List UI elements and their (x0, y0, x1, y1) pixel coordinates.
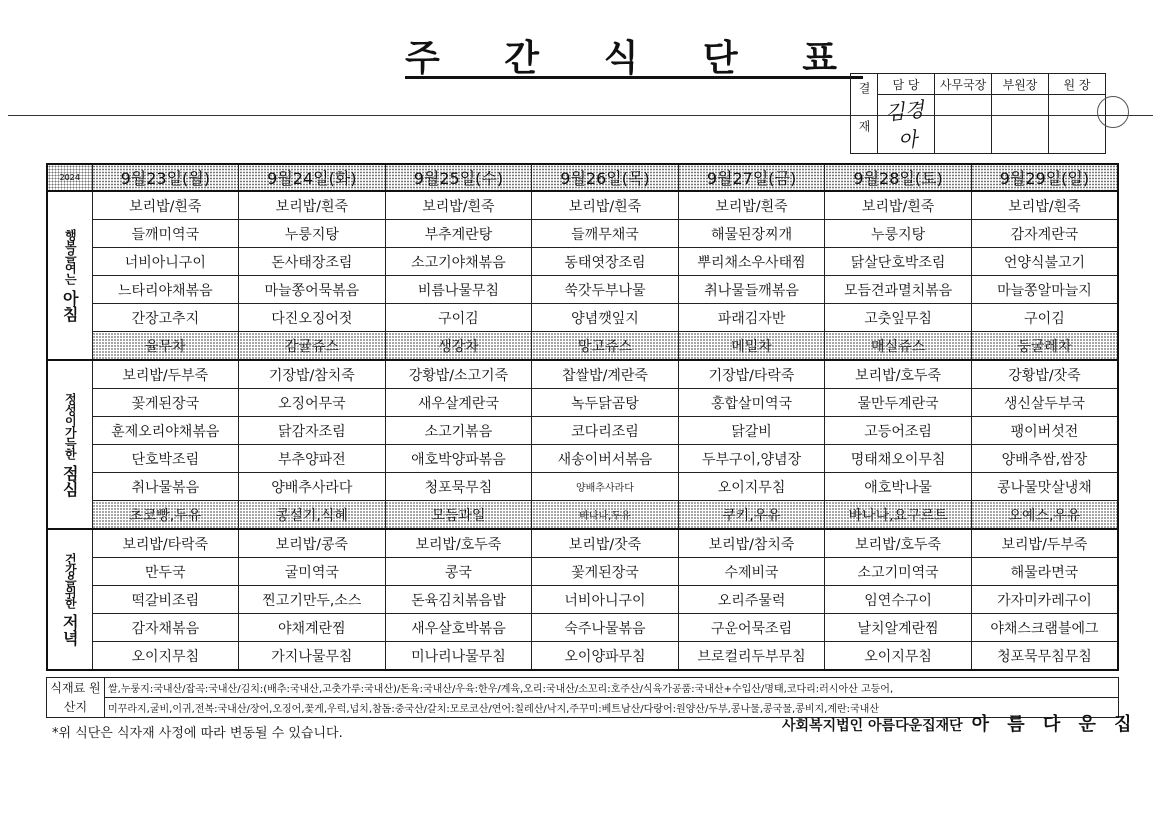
snack-cell: 율무차 (92, 332, 239, 361)
menu-cell: 취나물볶음 (92, 473, 239, 501)
menu-cell: 소고기볶음 (385, 417, 532, 445)
approval-signature-staff: 김경아 (878, 95, 935, 154)
menu-cell: 들깨미역국 (92, 220, 239, 248)
menu-cell: 보리밥/타락죽 (92, 529, 239, 558)
menu-cell: 청포묵무침 (385, 473, 532, 501)
weekly-menu-table (46, 163, 1119, 671)
approval-header-vice-director: 부원장 (992, 74, 1049, 95)
day-header: 9월27일(금) (678, 164, 825, 191)
menu-cell: 가지나물무침 (239, 642, 386, 671)
menu-cell: 오리주물럭 (678, 586, 825, 614)
menu-cell: 보리밥/콩죽 (239, 529, 386, 558)
breakfast-label-bottom: 아침 (60, 290, 80, 322)
menu-cell: 녹두닭곰탕 (532, 389, 679, 417)
menu-cell: 새우살계란국 (385, 389, 532, 417)
seal-stamp (1097, 96, 1129, 128)
menu-cell: 보리밥/흰죽 (92, 191, 239, 220)
snack-cell: 망고쥬스 (532, 332, 679, 361)
menu-row (47, 586, 1118, 614)
snack-cell: 바나나,요구르트 (825, 501, 972, 530)
menu-cell: 보리밥/호두죽 (825, 360, 972, 389)
approval-signature-vice-director (992, 95, 1049, 154)
menu-row (47, 642, 1118, 671)
menu-change-notice: *위 식단은 식자재 사정에 따라 변동될 수 있습니다. (52, 726, 343, 741)
menu-cell: 보리밥/호두죽 (825, 529, 972, 558)
menu-cell: 구이김 (971, 304, 1118, 332)
menu-cell: 물만두계란국 (825, 389, 972, 417)
menu-cell: 보리밥/잣죽 (532, 529, 679, 558)
menu-cell: 야채계란찜 (239, 614, 386, 642)
snack-row (47, 501, 1118, 530)
menu-cell: 명태채오이무침 (825, 445, 972, 473)
menu-cell: 느타리야채볶음 (92, 276, 239, 304)
menu-cell: 누룽지탕 (825, 220, 972, 248)
menu-cell: 누룽지탕 (239, 220, 386, 248)
approval-header-staff: 담 당 (878, 74, 935, 95)
menu-cell: 꽃게된장국 (92, 389, 239, 417)
menu-row (47, 445, 1118, 473)
lunch-label-top: 정성이가득한 (63, 392, 78, 459)
menu-cell: 숙주나물볶음 (532, 614, 679, 642)
menu-cell: 오이지무침 (92, 642, 239, 671)
menu-cell: 보리밥/참치죽 (678, 529, 825, 558)
lunch-label (47, 360, 92, 529)
breakfast-label-wrap (48, 229, 92, 322)
menu-cell: 마늘쫑어묵볶음 (239, 276, 386, 304)
menu-cell: 해물라면국 (971, 558, 1118, 586)
approval-signature-secretary (935, 95, 992, 154)
day-header-row (47, 164, 1118, 191)
menu-cell: 생신살두부국 (971, 389, 1118, 417)
menu-cell: 수제비국 (678, 558, 825, 586)
snack-cell: 둥굴레차 (971, 332, 1118, 361)
breakfast-label-top: 행복을여는 (63, 229, 78, 284)
menu-cell: 소고기야채볶음 (385, 248, 532, 276)
snack-cell: 모듬과일 (385, 501, 532, 530)
menu-row (47, 360, 1118, 389)
menu-cell: 다진오징어젓 (239, 304, 386, 332)
facility-name: 아 름 다 운 집 (971, 714, 1138, 735)
origin-line-2: 미꾸라지,굴비,이귀,전복:국내산/장어,오징어,꽃게,우럭,넙치,참돔:중국산/갈치:모로코산/연어:칠레산/낙지,주꾸미:베트남산/다랑어:원양산/두부,콩나물,콩국물,콩비지,계란:국내산 (105, 698, 1119, 718)
menu-row (47, 304, 1118, 332)
menu-cell: 닭갈비 (678, 417, 825, 445)
menu-cell: 마늘쫑알마늘지 (971, 276, 1118, 304)
menu-cell: 날치알계란찜 (825, 614, 972, 642)
approval-header-director: 원 장 (1049, 74, 1106, 95)
menu-row (47, 417, 1118, 445)
menu-cell: 보리밥/호두죽 (385, 529, 532, 558)
snack-cell: 초코빵,두유 (92, 501, 239, 530)
menu-cell: 기장밥/참치죽 (239, 360, 386, 389)
menu-cell: 보리밥/흰죽 (385, 191, 532, 220)
menu-cell: 홍합살미역국 (678, 389, 825, 417)
approval-signature-director (1049, 95, 1106, 154)
menu-cell: 보리밥/두부죽 (92, 360, 239, 389)
day-header: 9월28일(토) (825, 164, 972, 191)
menu-row (47, 473, 1118, 501)
menu-cell: 보리밥/흰죽 (532, 191, 679, 220)
lunch-label-wrap (48, 393, 92, 497)
menu-cell: 단호박조림 (92, 445, 239, 473)
menu-cell: 두부구이,양념장 (678, 445, 825, 473)
dinner-label-wrap (48, 553, 92, 646)
menu-cell: 너비아니구이 (92, 248, 239, 276)
menu-cell: 꽃게된장국 (532, 558, 679, 586)
menu-cell: 야채스크램블에그 (971, 614, 1118, 642)
menu-cell: 새우살호박볶음 (385, 614, 532, 642)
menu-row (47, 248, 1118, 276)
snack-cell: 메밀차 (678, 332, 825, 361)
menu-cell: 애호박나물 (825, 473, 972, 501)
menu-cell: 코다리조림 (532, 417, 679, 445)
menu-row (47, 220, 1118, 248)
origin-line-1: 쌀,누룽지:국내산/잡곡:국내산/김치:(배추:국내산,고춧가루:국내산)/돈육:국내산/우육:한우/계육,오리:국내산/소꼬리:호주산/식육가공품:국내산+수입산/명태,코다리:러시아산 고등어, (105, 678, 1119, 698)
menu-cell: 동태엿장조림 (532, 248, 679, 276)
menu-cell: 떡갈비조림 (92, 586, 239, 614)
day-header: 9월29일(일) (971, 164, 1118, 191)
menu-cell: 오징어무국 (239, 389, 386, 417)
menu-cell: 브로컬리두부무침 (678, 642, 825, 671)
menu-cell: 찐고기만두,소스 (239, 586, 386, 614)
menu-cell: 찹쌀밥/계란죽 (532, 360, 679, 389)
menu-cell: 부추계란탕 (385, 220, 532, 248)
menu-cell: 임연수구이 (825, 586, 972, 614)
menu-cell: 보리밥/흰죽 (971, 191, 1118, 220)
menu-cell: 파래김자반 (678, 304, 825, 332)
breakfast-label (47, 191, 92, 360)
menu-row (47, 276, 1118, 304)
menu-cell: 오이지무침 (678, 473, 825, 501)
menu-cell: 구이김 (385, 304, 532, 332)
menu-cell: 구운어묵조림 (678, 614, 825, 642)
menu-cell: 미나리나물무침 (385, 642, 532, 671)
day-header: 9월26일(목) (532, 164, 679, 191)
snack-cell: 매실쥬스 (825, 332, 972, 361)
menu-cell: 해물된장찌개 (678, 220, 825, 248)
menu-cell: 보리밥/흰죽 (239, 191, 386, 220)
menu-cell: 돈사태장조림 (239, 248, 386, 276)
menu-row (47, 558, 1118, 586)
menu-cell: 고춧잎무침 (825, 304, 972, 332)
snack-cell: 감귤쥬스 (239, 332, 386, 361)
menu-cell: 고등어조림 (825, 417, 972, 445)
approval-box (850, 73, 1106, 154)
menu-row (47, 614, 1118, 642)
snack-cell: 오예스,우유 (971, 501, 1118, 530)
snack-row (47, 332, 1118, 361)
menu-cell: 감자계란국 (971, 220, 1118, 248)
day-header: 9월24일(화) (239, 164, 386, 191)
menu-cell: 부추양파전 (239, 445, 386, 473)
dinner-label (47, 529, 92, 670)
menu-cell: 돈육김치볶음밥 (385, 586, 532, 614)
menu-cell: 감자채볶음 (92, 614, 239, 642)
organization-name: 사회복지법인 아름다운집재단 (782, 718, 963, 734)
year-cell: 2024 (47, 164, 92, 191)
menu-cell: 콩국 (385, 558, 532, 586)
menu-cell: 보리밥/흰죽 (825, 191, 972, 220)
menu-cell: 소고기미역국 (825, 558, 972, 586)
snack-cell: 바나나,두유 (532, 501, 679, 530)
lunch-label-bottom: 점심 (60, 464, 80, 497)
menu-cell: 너비아니구이 (532, 586, 679, 614)
menu-cell: 비름나물무침 (385, 276, 532, 304)
menu-cell: 강황밥/소고기죽 (385, 360, 532, 389)
menu-cell: 가자미카레구이 (971, 586, 1118, 614)
menu-cell: 강황밥/잣죽 (971, 360, 1118, 389)
menu-cell: 양배추쌈,쌈장 (971, 445, 1118, 473)
menu-cell: 보리밥/흰죽 (678, 191, 825, 220)
menu-cell: 언양식불고기 (971, 248, 1118, 276)
day-header: 9월23일(월) (92, 164, 239, 191)
menu-cell: 애호박양파볶음 (385, 445, 532, 473)
origin-label: 식재료 원산지 (47, 678, 105, 718)
menu-cell: 새송이버서볶음 (532, 445, 679, 473)
menu-cell: 오이지무침 (825, 642, 972, 671)
menu-cell: 만두국 (92, 558, 239, 586)
menu-row (47, 389, 1118, 417)
menu-cell: 양념깻잎지 (532, 304, 679, 332)
snack-cell: 생강차 (385, 332, 532, 361)
menu-cell: 간장고추지 (92, 304, 239, 332)
menu-cell: 보리밥/두부죽 (971, 529, 1118, 558)
approval-side-label: 결 재 (851, 74, 878, 154)
menu-cell: 기장밥/타락죽 (678, 360, 825, 389)
snack-cell: 콩설기,식혜 (239, 501, 386, 530)
dinner-label-top: 건강을위한 (63, 553, 78, 608)
menu-cell: 닭감자조림 (239, 417, 386, 445)
snack-cell: 쿠키,우유 (678, 501, 825, 530)
menu-row (47, 529, 1118, 558)
page-title: 주 간 식 단 표 (405, 38, 864, 79)
menu-cell: 닭살단호박조림 (825, 248, 972, 276)
menu-row (47, 191, 1118, 220)
menu-cell: 청포묵무침무침 (971, 642, 1118, 671)
menu-cell: 훈제오리야채볶음 (92, 417, 239, 445)
menu-cell: 모듬견과멸치볶음 (825, 276, 972, 304)
menu-cell: 굴미역국 (239, 558, 386, 586)
menu-cell: 양배추사라다 (239, 473, 386, 501)
menu-cell: 팽이버섯전 (971, 417, 1118, 445)
menu-cell: 뿌리채소우사태찜 (678, 248, 825, 276)
menu-cell: 오이양파무침 (532, 642, 679, 671)
menu-cell: 콩나물맛살냉채 (971, 473, 1118, 501)
menu-cell: 양배추사라다 (532, 473, 679, 501)
dinner-label-bottom: 저녁 (60, 614, 80, 646)
menu-cell: 쑥갓두부나물 (532, 276, 679, 304)
menu-cell: 들깨무채국 (532, 220, 679, 248)
menu-cell: 취나물들깨볶음 (678, 276, 825, 304)
approval-header-secretary: 사무국장 (935, 74, 992, 95)
day-header: 9월25일(수) (385, 164, 532, 191)
organization-footer (782, 710, 1138, 736)
